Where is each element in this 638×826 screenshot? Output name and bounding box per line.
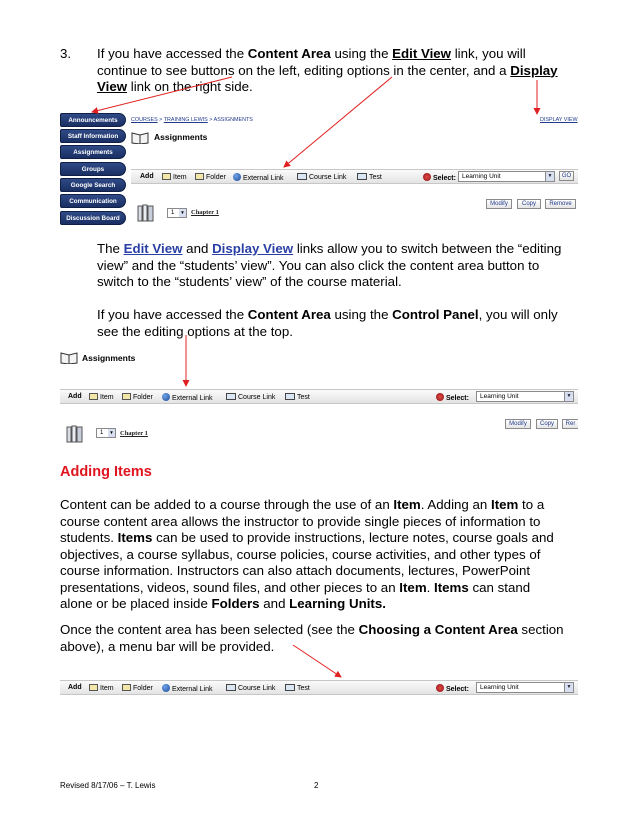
copy-button[interactable]: Copy (517, 199, 541, 209)
toolbar-add-label: Add (68, 684, 82, 691)
display-view-text-link[interactable]: Display View (212, 241, 294, 256)
toolbar-item[interactable]: Item (162, 173, 187, 181)
toolbar-folder[interactable]: Folder (122, 684, 153, 692)
ai-line-3: students. Items can be used to provide instructions, lecture notes, course goals and (60, 530, 554, 545)
view-line-2: view” and the “students’ view”. You can also click the content area button to (97, 257, 540, 273)
toolbar-select-label: Select: (436, 393, 469, 402)
step-line-3: View link on the right side. (97, 79, 253, 94)
chevron-down-icon: ▼ (545, 172, 554, 181)
display-view-button[interactable]: DISPLAY VIEW (540, 117, 578, 123)
modify-button[interactable]: Modify (486, 199, 512, 209)
nav-communication[interactable]: Communication (60, 194, 126, 208)
mb-line-1: Once the content area has been selected (see the Choosing a Content Area section (60, 622, 564, 637)
mb-line-2: above), a menu bar will be provided. (60, 638, 275, 654)
step-line-1: If you have accessed the Content Area using the Edit View link, you will (97, 46, 526, 61)
ai-line-5: course information. Instructors can also attach documents, lectures, PowerPoint (60, 563, 531, 578)
select-dropdown[interactable]: Learning Unit ▼ (476, 682, 574, 693)
content-area-title: Assignments (154, 132, 208, 142)
nav-assignments[interactable]: Assignments (60, 145, 126, 159)
toolbar-test[interactable]: Test (285, 393, 310, 401)
view-line-1: The Edit View and Display View links allow you to switch between the “editing (97, 241, 562, 256)
ai-line-2: course content area allows the instructor to provide single pieces of information to (60, 513, 541, 529)
ai-line-4: objectives, a course syllabus, course policies, course activities, and other types of (60, 546, 541, 562)
go-button[interactable]: GO (559, 171, 574, 181)
nav-google-search[interactable]: Google Search (60, 178, 126, 192)
modify-button[interactable]: Modify (505, 419, 531, 429)
toolbar-add-label: Add (140, 173, 154, 180)
remove-button[interactable]: Rer (562, 419, 578, 429)
toolbar-test[interactable]: Test (285, 684, 310, 692)
display-view-link-cont[interactable]: View (97, 79, 128, 94)
arrow-to-buttons (92, 77, 232, 112)
nav-groups[interactable]: Groups (60, 162, 126, 176)
toolbar-course-link[interactable]: Course Link (297, 173, 346, 181)
cp-line-1: If you have accessed the Content Area using the Control Panel, you will only (97, 307, 558, 322)
nav-staff-information[interactable]: Staff Information (60, 129, 126, 143)
cp-line-2: see the editing options at the top. (97, 323, 293, 339)
chevron-down-icon: ▼ (109, 430, 114, 435)
content-area-title-2: Assignments (82, 353, 136, 363)
breadcrumb: COURSES > TRAINING LEWIS > ASSIGNMENTS (131, 117, 253, 123)
chapter-link[interactable]: Chapter 1 (191, 209, 219, 216)
select-dropdown[interactable]: Learning Unit ▼ (476, 391, 574, 402)
copy-button[interactable]: Copy (536, 419, 558, 429)
toolbar-folder[interactable]: Folder (122, 393, 153, 401)
display-view-link[interactable]: Display (510, 62, 558, 78)
breadcrumb-assignments: ASSIGNMENTS (213, 117, 253, 123)
toolbar-test[interactable]: Test (357, 173, 382, 181)
view-line-3: switch to the “students’ view” of the course material. (97, 274, 402, 289)
remove-button[interactable]: Remove (545, 199, 576, 209)
toolbar-external-link[interactable]: External Link (233, 173, 283, 182)
arrow-to-toolbar-3 (293, 645, 341, 677)
page-number: 2 (314, 781, 319, 790)
step-line-2: continue to see buttons on the left, editing options in the center, and a Display (97, 62, 558, 78)
breadcrumb-courses[interactable]: COURSES (131, 117, 158, 123)
edit-view-link[interactable]: Edit View (392, 46, 452, 61)
order-select[interactable]: 1 ▼ (167, 208, 187, 218)
section-heading: Adding Items (60, 464, 152, 480)
toolbar-external-link[interactable]: External Link (162, 393, 212, 402)
chevron-down-icon: ▼ (564, 683, 573, 692)
chevron-down-icon: ▼ (564, 392, 573, 401)
nav-announcements[interactable]: Announcements (60, 113, 126, 127)
toolbar-external-link[interactable]: External Link (162, 684, 212, 693)
breadcrumb-training[interactable]: TRAINING LEWIS (163, 117, 208, 123)
toolbar-item[interactable]: Item (89, 393, 114, 401)
toolbar-select-label: Select: (436, 684, 469, 693)
toolbar-folder[interactable]: Folder (195, 173, 226, 181)
toolbar-item[interactable]: Item (89, 684, 114, 692)
edit-view-text-link[interactable]: Edit View (123, 241, 183, 256)
toolbar-course-link[interactable]: Course Link (226, 393, 275, 401)
footer-revised: Revised 8/17/06 – T. Lewis (60, 781, 156, 790)
chevron-down-icon: ▼ (180, 210, 185, 215)
order-select[interactable]: 1 ▼ (96, 428, 116, 438)
ai-line-1: Content can be added to a course through the use of an Item. Adding an Item to a (60, 497, 545, 512)
toolbar-add-label: Add (68, 393, 82, 400)
toolbar-select-label: Select: (423, 173, 456, 182)
toolbar-course-link[interactable]: Course Link (226, 684, 275, 692)
ai-line-6: presentations, videos, sound files, and other pieces to an Item. Items can stand (60, 579, 531, 595)
select-dropdown[interactable]: Learning Unit ▼ (458, 171, 555, 182)
ai-line-7: alone or be placed inside Folders and Learning Units. (60, 596, 386, 611)
nav-discussion-board[interactable]: Discussion Board (60, 211, 126, 225)
arrow-to-editing-options (284, 77, 392, 167)
step-number: 3. (60, 46, 72, 61)
chapter-link[interactable]: Chapter 1 (120, 430, 148, 437)
